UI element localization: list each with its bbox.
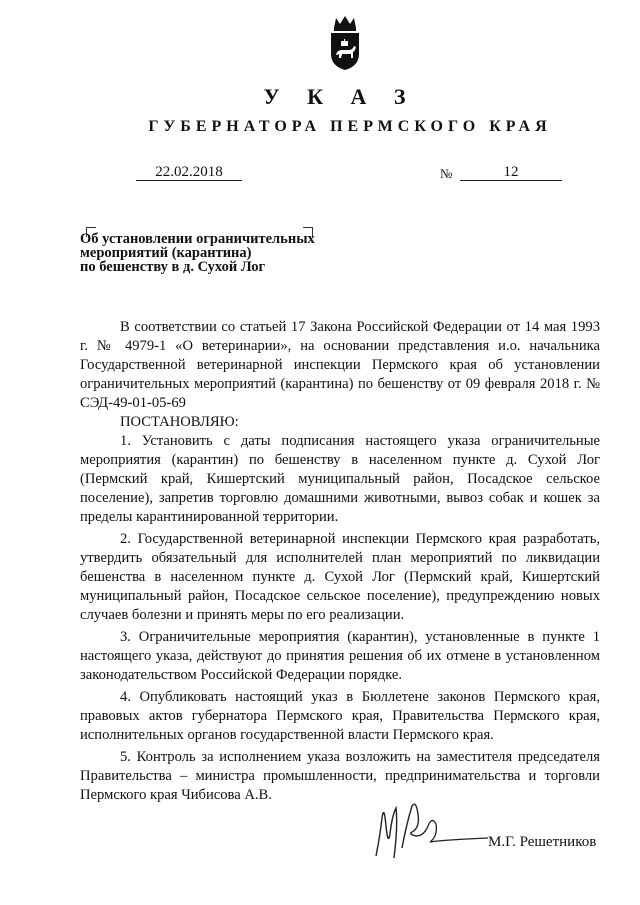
decree-item: 3. Ограничительные мероприятия (карантин), установленные в пункте 1 настоящего указа, действуют до принятия решения об их отмене в установленном законодательством Российской Федерации порядке. [80, 629, 600, 683]
subject-line: по бешенству в д. Сухой Лог [80, 259, 266, 275]
decree-number: 12 [460, 164, 562, 181]
decree-item: 5. Контроль за исполнением указа возложить на заместителя председателя Правительства – министра промышленности, предпринимательства и торговли Пермского края Чибисова А.В. [80, 749, 600, 803]
decree-item: 2. Государственной ветеринарной инспекции Пермского края разработать, утвердить обязательный для исполнителей план мероприятий по ликвидации бешенства в населенном пункте д. Сухой Лог (Пермский край, Кишертский муниципальный район, Посадское сельское поселение), предупреждению новых случаев болезни и принять меры по его реализации. [80, 531, 600, 623]
decree-item: 1. Установить с даты подписания настоящего указа ограничительные мероприятия (карантин) по бешенству в населенном пункте д. Сухой Лог (Пермский край, Кишертский муниципальный район, Посадское сельское поселение), запретив торговлю домашними животными, вывоз собак и кошек за пределы карантинированной территории. [80, 433, 600, 525]
decree-subject [80, 232, 360, 274]
decree-word: ПОСТАНОВЛЯЮ: [120, 414, 239, 430]
decree-body [80, 318, 600, 805]
preamble-paragraph: В соответствии со статьей 17 Закона Российской Федерации от 14 мая 1993 г. № 4979-1 «О ветеринарии», на основании представления и.о. начальника Государственной ветеринарной инспекции Пермского края об установлении ограничительных мероприятий (карантина) по бешенству от 09 февраля 2018 г. № СЭД-49-01-05-69 [80, 319, 600, 411]
subject-line: мероприятий (карантина) [80, 245, 252, 261]
number-sign: № [440, 166, 453, 181]
handwritten-signature [372, 796, 492, 866]
decree-item: 4. Опубликовать настоящий указ в Бюллетене законов Пермского края, правовых актов губернатора Пермского края, Правительства Пермского края, исполнительных органов государственной власти Пермского края. [80, 689, 600, 743]
decree-date: 22.02.2018 [136, 164, 242, 181]
perm-krai-coat-of-arms-icon [326, 14, 364, 72]
document-title: У К А З [263, 84, 417, 109]
signer-name: М.Г. Решетников [488, 834, 597, 850]
document-subtitle: ГУБЕРНАТОРА ПЕРМСКОГО КРАЯ [148, 118, 552, 135]
subject-line: Об установлении ограничительных [80, 231, 315, 247]
